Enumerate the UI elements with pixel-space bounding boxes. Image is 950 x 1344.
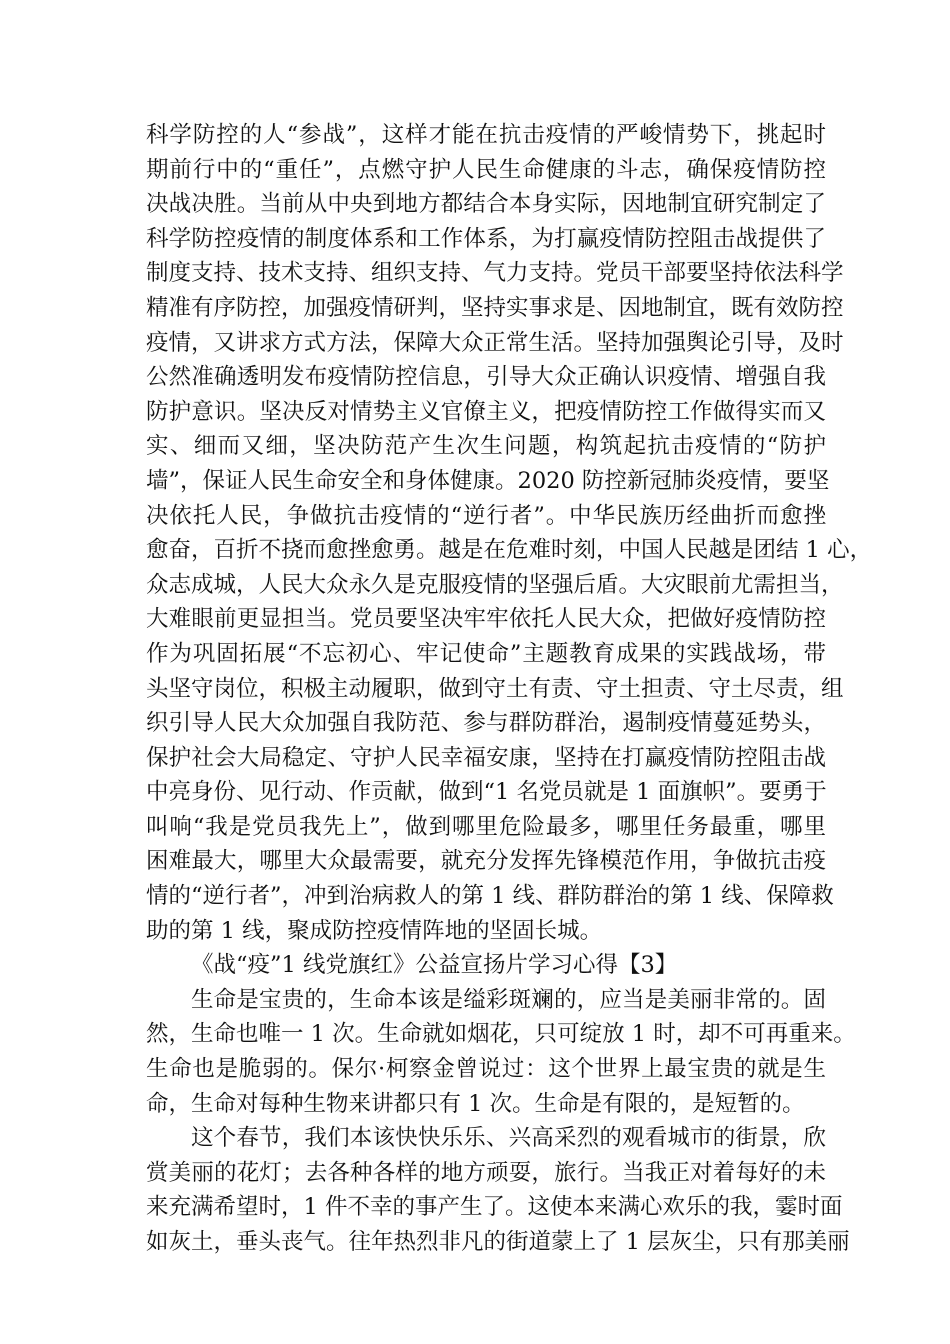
text-line: 精准有序防控，加强疫情研判，坚持实事求是、因地制宜，既有效防控 bbox=[146, 294, 844, 321]
text-line: 公然准确透明发布疫情防控信息，引导大众正确认识疫情、增强自我 bbox=[146, 364, 826, 391]
document-page bbox=[146, 118, 873, 1260]
text-line: 期前行中的“重任”，点燃守护人民生命健康的斗志，确保疫情防控 bbox=[146, 156, 826, 183]
text-line: 赏美丽的花灯；去各种各样的地方顽耍，旅行。当我正对着每好的未 bbox=[146, 1159, 826, 1186]
text-line: 头坚守岗位，积极主动履职，做到守土有责、守土担责、守土尽责，组 bbox=[146, 675, 844, 702]
text-line: 作为巩固拓展“不忘初心、牢记使命”主题教育成果的实践战场，带 bbox=[146, 640, 826, 667]
text-line: 如灰土，垂头丧气。往年热烈非凡的街道蒙上了 1 层灰尘，只有那美丽 bbox=[146, 1229, 850, 1255]
text-line: 来充满希望时，1 件不幸的事产生了。这使本来满心欢乐的我，霎时面 bbox=[146, 1194, 843, 1221]
text-line: 情的“逆行者”，冲到治病救人的第 1 线、群防群治的第 1 线、保障救 bbox=[146, 883, 834, 910]
text-line: 大难眼前更显担当。党员要坚决牢牢依托人民大众，把做好疫情防控 bbox=[146, 606, 826, 633]
text-line: 决依托人民，争做抗击疫情的“逆行者”。中华民族历经曲折而愈挫 bbox=[146, 502, 826, 529]
text-line: 制度支持、技术支持、组织支持、气力支持。党员干部要坚持依法科学 bbox=[146, 260, 844, 287]
text-line: 中亮身份、见行动、作贡献，做到“1 名党员就是 1 面旗帜”。要勇于 bbox=[146, 779, 827, 806]
paragraph-2 bbox=[146, 983, 856, 1121]
text-line: 众志成城，人民大众永久是克服疫情的坚强后盾。大灾眼前尤需担当， bbox=[146, 571, 844, 598]
paragraph-3 bbox=[146, 1121, 850, 1259]
text-line: 决战决胜。当前从中央到地方都结合本身实际，因地制宜研究制定了 bbox=[146, 191, 826, 218]
text-line: 实、细而又细，坚决防范产生次生问题，构筑起抗击疫情的“防护 bbox=[146, 433, 826, 460]
text-line: 科学防控疫情的制度体系和工作体系，为打赢疫情防控阻击战提供了 bbox=[146, 225, 826, 252]
text-line: 困难最大，哪里大众最需要，就充分发挥先锋模范作用，争做抗击疫 bbox=[146, 848, 826, 875]
text-line: 生命也是脆弱的。保尔·柯察金曾说过：这个世界上最宝贵的就是生 bbox=[146, 1056, 826, 1083]
paragraph-1 bbox=[146, 118, 873, 948]
text-line: 疫情，又讲求方式方法，保障大众正常生活。坚持加强舆论引导，及时 bbox=[146, 329, 844, 356]
text-line: 助的第 1 线，聚成防控疫情阵地的坚固长城。 bbox=[146, 917, 603, 944]
text-line: 墙”，保证人民生命安全和身体健康。2020 防控新冠肺炎疫情，要坚 bbox=[146, 467, 830, 494]
text-line: 防护意识。坚决反对情势主义官僚主义，把疫情防控工作做得实而又 bbox=[146, 398, 826, 425]
text-line: 然，生命也唯一 1 次。生命就如烟花，只可绽放 1 时，却不可再重来。 bbox=[146, 1021, 856, 1048]
section-heading: 《战“疫”1 线党旗红》公益宣扬片学习心得【3】 bbox=[191, 952, 678, 979]
text-line: 这个春节，我们本该快快乐乐、兴高采烈的观看城市的街景，欣 bbox=[191, 1125, 826, 1152]
text-line: 科学防控的人“参战”，这样才能在抗击疫情的严峻情势下，挑起时 bbox=[146, 122, 826, 148]
text-line: 织引导人民大众加强自我防范、参与群防群治，遏制疫情蔓延势头， bbox=[146, 710, 826, 737]
text-line: 叫响“我是党员我先上”，做到哪里危险最多，哪里任务最重，哪里 bbox=[146, 813, 826, 840]
text-line: 保护社会大局稳定、守护人民幸福安康，坚持在打赢疫情防控阻击战 bbox=[146, 744, 826, 771]
text-line: 生命是宝贵的，生命本该是缢彩斑斓的，应当是美丽非常的。固 bbox=[191, 986, 826, 1013]
text-line: 命，生命对每种生物来讲都只有 1 次。生命是有限的，是短暂的。 bbox=[146, 1090, 805, 1117]
text-line: 愈奋，百折不挠而愈挫愈勇。越是在危难时刻，中国人民越是团结 1 心， bbox=[146, 537, 873, 564]
